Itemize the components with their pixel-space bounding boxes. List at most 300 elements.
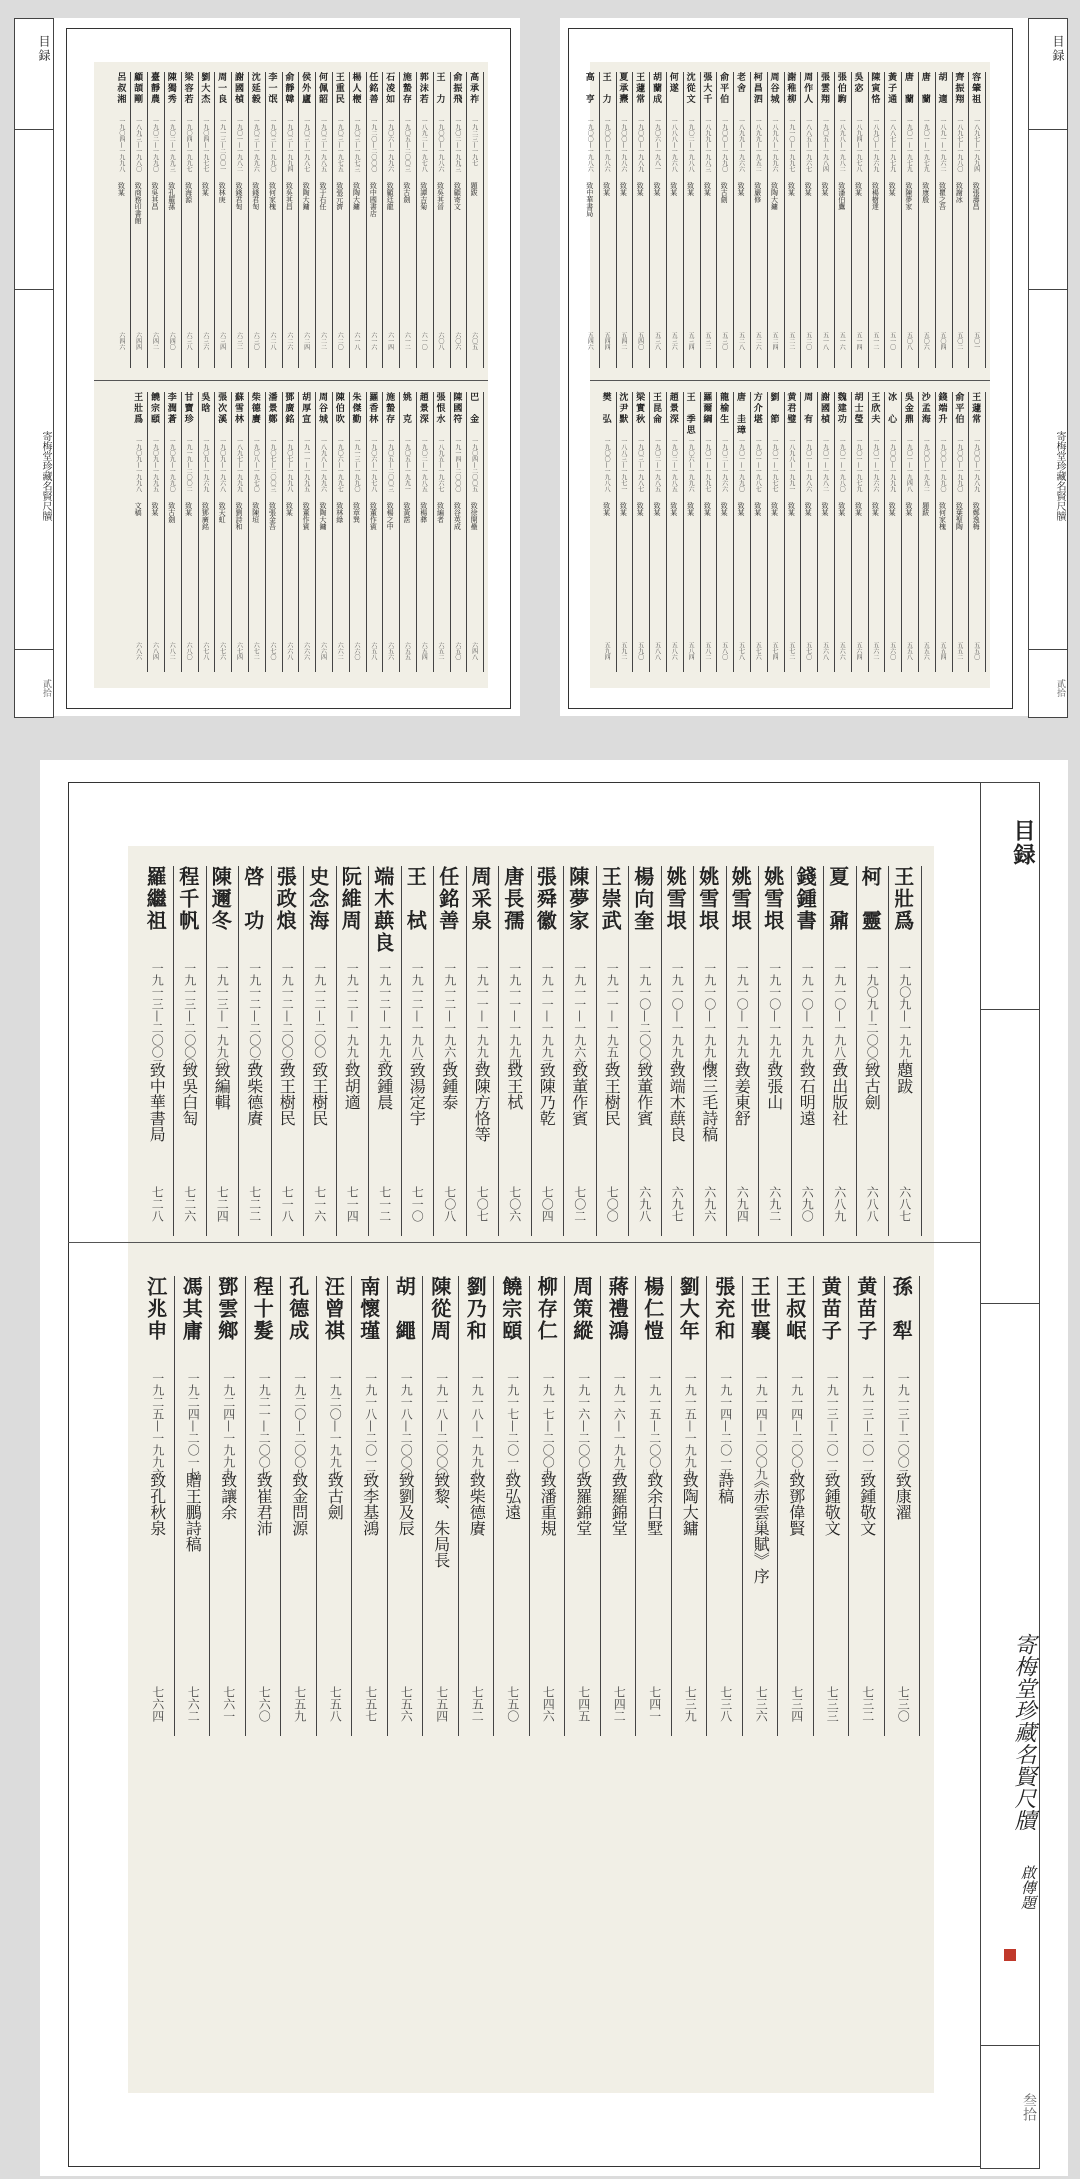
toc-entry [902, 392, 919, 672]
entry-column-rule [784, 392, 785, 672]
entry-name: 陳邇冬 [208, 866, 233, 932]
entry-title: 致潘伯鷹 [837, 182, 846, 210]
entry-name: 王蘧常 [970, 392, 981, 425]
entry-column-rule [214, 72, 215, 368]
toc-entry [427, 1276, 463, 1736]
entry-page: 五七〇 [804, 642, 812, 660]
entry-name: 柳存仁 [534, 1276, 559, 1342]
toc-entry [463, 1276, 499, 1736]
entry-dates: 一九〇三—一九八七 [302, 118, 310, 172]
entry-column-rule [450, 72, 451, 368]
entry-column-rule [181, 392, 182, 672]
toc-entry [333, 72, 350, 368]
entry-page: 五四〇 [636, 332, 644, 350]
sidebar-seal-text: 寄梅堂珍藏名賢尺牘 [1011, 1633, 1036, 1831]
entry-column-rule [416, 392, 417, 672]
entry-dates: 一九一九—二〇〇二 [185, 438, 193, 492]
toc-entry [534, 1276, 570, 1736]
entry-page: 六二六 [285, 332, 293, 350]
entry-name: 石凌如 [384, 72, 395, 105]
entry-dates: 一九一八—二〇〇〇 [399, 1372, 414, 1480]
entry-column-rule [935, 72, 936, 368]
entry-title: 致海源 [184, 182, 193, 203]
entry-title: 致古劍 [167, 502, 176, 523]
top-right-panel [583, 62, 990, 688]
entry-column-rule [498, 866, 499, 1236]
entry-dates: 一九〇九—一九九八 [897, 962, 912, 1070]
entry-title: 致某 [888, 502, 897, 516]
toc-entry [717, 72, 734, 368]
entry-name: 胡 適 [936, 72, 947, 105]
entry-title: 致某 [636, 182, 645, 196]
entry-column-rule [700, 72, 701, 368]
entry-dates: 一九〇九—一九六八 [218, 438, 226, 492]
entry-name: 何遂 [667, 72, 678, 94]
entry-title: 詩稿 [715, 1472, 735, 1504]
entry-column-rule [147, 392, 148, 672]
entry-title: 致葉聖陶 [955, 502, 964, 530]
entry-column-rule [716, 392, 717, 672]
top-right-lower-entries [600, 392, 986, 678]
entry-title: 致王栻 [504, 1062, 524, 1110]
entry-column-rule [918, 392, 919, 672]
entry-name: 劉大杰 [199, 72, 210, 105]
entry-title: 致某 [669, 502, 678, 516]
entry-dates: 一九〇〇—一九八六 [603, 118, 611, 172]
entry-title: 致陳垣 [251, 502, 260, 523]
entry-column-rule [349, 392, 350, 672]
entry-name: 趙景深 [667, 392, 678, 425]
entry-dates: 一八九七—一九八〇 [955, 118, 963, 172]
entry-name: 王 力 [434, 72, 445, 105]
entry-column-rule [282, 72, 283, 368]
entry-dates: 一九〇二—一九八五 [420, 438, 428, 492]
entry-page: 七〇八 [442, 1186, 457, 1222]
entry-column-rule [968, 72, 969, 368]
entry-title: 致某 [686, 502, 695, 516]
entry-column-rule [466, 392, 467, 672]
toc-entry [383, 72, 400, 368]
entry-page: 五〇八 [905, 332, 913, 350]
entry-name: 朱傑勤 [350, 392, 361, 425]
entry-title: 致天虹 [218, 502, 227, 523]
entry-column-rule [848, 1276, 849, 1736]
toc-entry [784, 72, 801, 368]
entry-name: 高承祚 [468, 72, 479, 105]
entry-column-rule [649, 392, 650, 672]
entry-page: 五九二 [619, 642, 627, 660]
entry-title: 致古劍 [720, 182, 729, 203]
entry-title: 致黎、朱局長 [431, 1472, 451, 1568]
toc-entry [282, 72, 299, 368]
entry-title: 致某 [184, 502, 193, 516]
entry-name: 王崇武 [598, 866, 623, 932]
entry-page: 七三八 [718, 1686, 733, 1722]
entry-page: 七六二 [186, 1686, 201, 1722]
entry-column-rule [366, 72, 367, 368]
entry-title: 致某 [736, 182, 745, 196]
entry-dates: 一九一七—二〇一八 [505, 1372, 520, 1480]
entry-column-rule [800, 72, 801, 368]
entry-name: 王欣夫 [869, 392, 880, 425]
toc-entry [818, 392, 835, 672]
entry-dates: 一九一一—一九九二 [540, 962, 555, 1070]
entry-name: 陳寅恪 [869, 72, 880, 105]
entry-column-rule [823, 866, 824, 1236]
entry-page: 五六六 [838, 642, 846, 660]
toc-entry [697, 866, 730, 1236]
top-left-upper-entries [114, 72, 484, 372]
entry-dates: 一九一〇—二〇〇〇 [637, 962, 652, 1070]
entry-column-rule [952, 72, 953, 368]
entry-name: 俞平伯 [718, 72, 729, 105]
entry-column-rule [888, 866, 889, 1236]
entry-title: 致古劍 [862, 1062, 882, 1110]
entry-title: 致崔君沛 [254, 1472, 274, 1536]
entry-page: 五三四 [687, 332, 695, 350]
entry-dates: 一九一二—二〇〇五 [247, 962, 262, 1070]
entry-name: 王叔岷 [782, 1276, 807, 1342]
entry-column-rule [529, 1276, 530, 1736]
entry-dates: 一九一五—二〇〇八 [647, 1372, 662, 1480]
entry-page: 七五二 [470, 1686, 485, 1722]
entry-name: 王重民 [333, 72, 344, 105]
entry-title: 致何家槐 [938, 502, 947, 530]
entry-dates: 一九〇二—一九六六 [720, 438, 728, 492]
entry-title: 致陳乃乾 [537, 1062, 557, 1126]
entry-page: 七五九 [292, 1686, 307, 1722]
toc-entry [182, 392, 199, 672]
entry-page: 五八六 [670, 642, 678, 660]
entry-dates: 一九一三—二〇〇二 [896, 1372, 911, 1480]
entry-column-rule [813, 1276, 814, 1736]
toc-entry [919, 392, 936, 672]
entry-title: 致某 [888, 182, 897, 196]
toc-entry [919, 72, 936, 368]
entry-title: 致某 [787, 502, 796, 516]
toc-entry [177, 866, 210, 1236]
entry-name: 謝稚柳 [785, 72, 796, 105]
entry-name: 陳伯吹 [333, 392, 344, 425]
entry-page: 五四四 [603, 332, 611, 350]
entry-title: 致顧廷龍 [386, 182, 395, 210]
entry-name: 姚雪垠 [760, 866, 785, 932]
entry-name: 饒宗頤 [498, 1276, 523, 1342]
entry-column-rule [433, 72, 434, 368]
entry-dates: 一九一八—二〇一二 [363, 1372, 378, 1480]
toc-entry [633, 392, 650, 672]
entry-dates: 一九一一—一九九四 [507, 962, 522, 1070]
entry-title: 致柴德賡 [467, 1472, 487, 1536]
entry-column-rule [733, 72, 734, 368]
entry-name: 周作人 [802, 72, 813, 105]
entry-dates: 一九〇〇—一九九〇 [939, 438, 947, 492]
entry-dates: 一九一四—二〇〇九 [754, 1372, 769, 1480]
toc-entry [366, 392, 383, 672]
toc-entry [835, 392, 852, 672]
entry-dates: 一九〇三—一九九六 [252, 118, 260, 172]
entry-column-rule [851, 72, 852, 368]
entry-dates: 一九〇四—一九九七 [185, 118, 193, 172]
entry-page: 五八〇 [720, 642, 728, 660]
entry-page: 六五二 [437, 642, 445, 660]
entry-dates: 一九〇七—一九九八 [285, 438, 293, 492]
entry-dates: 一八九一—一九六二 [939, 118, 947, 172]
entry-page: 六五八 [369, 642, 377, 660]
section-divider [68, 1242, 994, 1243]
entry-dates: 一九一二—一九六七 [442, 962, 457, 1070]
entry-title: 致姜東舒 [732, 1062, 752, 1126]
entry-dates: 一九一二—二〇〇五 [280, 962, 295, 1070]
entry-name: 黄君璧 [785, 392, 796, 425]
entry-name: 端木蕻良 [370, 866, 395, 954]
entry-page: 六七〇 [269, 642, 277, 660]
toc-entry [467, 72, 484, 368]
entry-column-rule [433, 392, 434, 672]
entry-column-rule [968, 392, 969, 672]
entry-page: 七三〇 [896, 1686, 911, 1722]
toc-entry [266, 392, 283, 672]
entry-page: 五二四 [771, 332, 779, 350]
entry-name: 張雲翔 [818, 72, 829, 105]
entry-name: 胡士瑩 [852, 392, 863, 425]
entry-column-rule [868, 392, 869, 672]
entry-title: 致某 [602, 182, 611, 196]
entry-dates: 一九〇一—一九七九 [922, 118, 930, 172]
entry-column-rule [767, 72, 768, 368]
entry-page: 五五四 [939, 642, 947, 660]
entry-name: 鄧雲鄉 [214, 1276, 239, 1342]
entry-name: 姚 克 [400, 392, 411, 425]
entry-column-rule [366, 392, 367, 672]
entry-dates: 一九二〇—二〇〇〇 [369, 118, 377, 172]
entry-name: 錢端升 [936, 392, 947, 425]
toc-entry [650, 392, 667, 672]
entry-dates: 一九〇三—一九九四 [285, 118, 293, 172]
entry-dates: 一九〇三—一九九〇 [269, 118, 277, 172]
entry-dates: 一九一一—一九五七 [605, 962, 620, 1070]
entry-title: 致鄭逸梅 [972, 502, 981, 530]
entry-dates: 一九〇三—一九八七 [636, 438, 644, 492]
entry-name: 張恨水 [434, 392, 445, 425]
entry-page: 五五〇 [972, 642, 980, 660]
entry-column-rule [248, 392, 249, 672]
entry-column-rule [316, 1276, 317, 1736]
toc-entry [198, 392, 215, 672]
entry-dates: 一九〇一—一九七九 [905, 118, 913, 172]
toc-entry [818, 72, 835, 368]
entry-column-rule [834, 392, 835, 672]
entry-column-rule [632, 392, 633, 672]
entry-name: 黃子通 [886, 72, 897, 105]
entry-page: 五四六 [586, 332, 594, 350]
entry-page: 六六二 [336, 642, 344, 660]
entry-page: 六八九 [832, 1186, 847, 1222]
toc-entry [214, 1276, 250, 1736]
entry-name: 姚雪垠 [695, 866, 720, 932]
entry-column-rule [399, 392, 400, 672]
entry-column-rule [952, 392, 953, 672]
entry-page: 七〇四 [540, 1186, 555, 1222]
toc-entry [768, 72, 785, 368]
entry-page: 五二二 [787, 332, 795, 350]
entry-dates: 一九〇〇—一九八六 [619, 118, 627, 172]
entry-dates: 一九二一—二〇〇七 [257, 1372, 272, 1480]
entry-column-rule [901, 392, 902, 672]
entry-page: 七二八 [150, 1186, 165, 1222]
entry-title: 致編輯 [212, 1062, 232, 1110]
entry-column-rule [817, 392, 818, 672]
entry-title: 致楊樹達 [871, 182, 880, 210]
entry-name: 馮其庸 [179, 1276, 204, 1342]
bottom-upper-entries [144, 866, 924, 1236]
entry-dates: 一九二〇—一九九七 [328, 1372, 343, 1480]
entry-name: 龍榆生 [718, 392, 729, 425]
entry-dates: 一九〇五—一九八四 [821, 118, 829, 172]
entry-name: 姚雪垠 [663, 866, 688, 932]
entry-column-rule [935, 392, 936, 672]
entry-dates: 一九一三—一九九〇 [215, 962, 230, 1070]
entry-dates: 一八八七—一九七九 [888, 118, 896, 172]
entry-column-rule [985, 72, 986, 368]
entry-title: 致某 [619, 182, 628, 196]
seal-stamp-icon [1004, 1949, 1016, 1961]
entry-page: 五九四 [603, 642, 611, 660]
entry-page: 六二四 [302, 332, 310, 350]
toc-entry [853, 1276, 889, 1736]
entry-page: 五五六 [922, 642, 930, 660]
toc-entry [852, 392, 869, 672]
toc-entry [650, 72, 667, 368]
entry-title: 致董作賓 [569, 1062, 589, 1126]
entry-dates: 一九一四—二〇〇〇 [453, 438, 461, 492]
entry-name: 梁容若 [182, 72, 193, 105]
entry-name: 劉大年 [676, 1276, 701, 1342]
entry-column-rule [298, 392, 299, 672]
entry-column-rule [700, 392, 701, 672]
entry-page: 六四八 [470, 642, 478, 660]
entry-page: 六一八 [353, 332, 361, 350]
toc-entry [868, 392, 885, 672]
toc-entry [747, 1276, 783, 1736]
entry-page: 五三八 [653, 332, 661, 350]
toc-entry [633, 72, 650, 368]
entry-title: 致某 [753, 502, 762, 516]
entry-page: 七一八 [280, 1186, 295, 1222]
toc-entry [902, 72, 919, 368]
entry-page: 六三二 [235, 332, 243, 350]
entry-name: 蔣禮鴻 [605, 1276, 630, 1342]
entry-page: 六〇六 [453, 332, 461, 350]
entry-column-rule [918, 72, 919, 368]
entry-name: 冰 心 [886, 392, 897, 425]
toc-entry [339, 866, 372, 1236]
entry-name: 甘寶珍 [182, 392, 193, 425]
toc-entry [434, 72, 451, 368]
entry-page: 七〇七 [475, 1186, 490, 1222]
toc-entry [232, 392, 249, 672]
entry-title: 懷三毛詩稿 [699, 1062, 719, 1142]
entry-dates: 一八八三—一九七一 [619, 438, 627, 492]
toc-entry [684, 72, 701, 368]
toc-entry [350, 392, 367, 672]
entry-title: 致黃霑 [402, 502, 411, 523]
entry-page: 七五四 [434, 1686, 449, 1722]
entry-title: 致劉及辰 [396, 1472, 416, 1536]
entry-column-rule [280, 1276, 281, 1736]
entry-name: 黄苗子 [818, 1276, 843, 1342]
entry-title: 贈王鵬詩稿 [183, 1472, 203, 1552]
entry-dates: 一九〇〇—一九八九 [972, 438, 980, 492]
entry-page: 六〇八 [437, 332, 445, 350]
toc-entry [144, 866, 177, 1236]
entry-page: 六九〇 [800, 1186, 815, 1222]
entry-dates: 一九〇二—一九八五 [670, 438, 678, 492]
entry-dates: 一九〇〇—一九九〇 [720, 118, 728, 172]
entry-column-rule [666, 72, 667, 368]
entry-title: 致某 [150, 502, 159, 516]
entry-dates: 一八九八—一九九六 [319, 438, 327, 492]
toc-entry [700, 392, 717, 672]
entry-dates: 一八九八—一九八二 [838, 118, 846, 172]
entry-page: 六一〇 [420, 332, 428, 350]
entry-page: 六四〇 [168, 332, 176, 350]
entry-page: 五〇四 [939, 332, 947, 350]
entry-title: 致何家槐 [268, 182, 277, 210]
entry-name: 呂叔湘 [115, 72, 126, 105]
entry-title: 致楊之中 [386, 502, 395, 530]
entry-title: 致章巽 [352, 502, 361, 523]
entry-dates: 一八九三—一九八〇 [134, 118, 142, 172]
entry-name: 黄苗子 [853, 1276, 878, 1342]
entry-column-rule [616, 72, 617, 368]
entry-page: 五七八 [737, 642, 745, 660]
toc-entry [969, 72, 986, 368]
toc-entry [734, 72, 751, 368]
entry-column-rule [265, 392, 266, 672]
entry-name: 臺靜農 [148, 72, 159, 105]
toc-entry [232, 72, 249, 368]
toc-entry [383, 392, 400, 672]
entry-column-rule [726, 866, 727, 1236]
toc-entry [667, 392, 684, 672]
toc-entry [400, 392, 417, 672]
entry-title: 致某 [854, 182, 863, 196]
entry-name: 史念海 [305, 866, 330, 932]
entry-column-rule [635, 1276, 636, 1736]
entry-name: 俞平伯 [953, 392, 964, 425]
entry-column-rule [531, 866, 532, 1236]
entry-name: 任銘善 [367, 72, 378, 105]
entry-name: 張舜徽 [533, 866, 558, 932]
entry-name: 唐 圭璋 [734, 392, 745, 436]
entry-column-rule [599, 72, 600, 368]
entry-title: 致鄧廣銘 [201, 502, 210, 530]
entry-dates: 一九一〇—一九九九 [735, 962, 750, 1070]
entry-page: 六一四 [386, 332, 394, 350]
entry-name: 高 亨 [583, 72, 594, 105]
entry-column-rule [750, 72, 751, 368]
entry-dates: 一九〇〇—一九八六 [586, 118, 594, 172]
entry-column-rule [742, 1276, 743, 1736]
entry-page: 五五二 [955, 642, 963, 660]
toc-entry [616, 392, 633, 672]
entry-name: 楊人楩 [350, 72, 361, 105]
entry-dates: 一九〇〇—一九八八 [603, 438, 611, 492]
entry-name: 王 栻 [403, 866, 428, 932]
toc-entry [437, 866, 470, 1236]
entry-name: 潘景鄭 [266, 392, 277, 425]
